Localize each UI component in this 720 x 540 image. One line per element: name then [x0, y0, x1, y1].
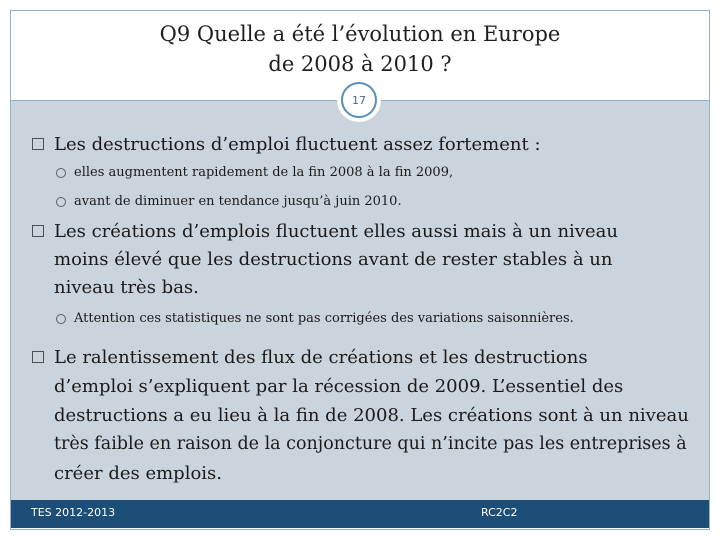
slide-number-badge: 17 — [341, 82, 377, 118]
bullet-2-line-3: niveau très bas. — [54, 277, 199, 298]
square-bullet-icon — [32, 351, 44, 363]
bullet-1-text: Les destructions d’emploi fluctuent assez fortement : — [54, 134, 541, 155]
bullet-3-line-3: destructions a eu lieu à la fin de 2008. Les créations sont à un niveau — [54, 405, 689, 426]
bullet-3-line-4: très faible en raison de la conjoncture qui n’incite pas les entreprises à — [54, 434, 687, 454]
square-bullet-icon — [32, 138, 44, 150]
footer-course-label: TES 2012-2013 — [31, 506, 116, 519]
circle-bullet-icon — [56, 314, 66, 324]
sub-bullet-1-1-text: elles augmentent rapidement de la fin 2008 à la fin 2009, — [74, 165, 454, 180]
footer-bar — [11, 500, 709, 528]
bullet-3-line-5: créer des emplois. — [54, 463, 223, 484]
sub-bullet-1-2-text: avant de diminuer en tendance jusqu’à juin 2010. — [74, 194, 402, 209]
title-line-1: Q9 Quelle a été l’évolution en Europe — [159, 22, 561, 46]
slide-title — [11, 19, 709, 79]
bullet-3-line-2: d’emploi s’expliquent par la récession de 2009. L’essentiel des — [54, 376, 624, 397]
circle-bullet-icon — [56, 197, 66, 207]
bullet-3-line-1: Le ralentissement des flux de créations et les destructions — [54, 347, 588, 368]
bullet-2-line-1: Les créations d’emplois fluctuent elles aussi mais à un niveau — [54, 221, 618, 242]
title-line-2: de 2008 à 2010 ? — [268, 52, 452, 76]
circle-bullet-icon — [56, 168, 66, 178]
square-bullet-icon — [32, 225, 44, 237]
bullet-2-line-2: moins élevé que les destructions avant de rester stables à un — [54, 249, 613, 270]
footer-chapter-label: RC2C2 — [481, 506, 518, 519]
sub-bullet-2-1-text: Attention ces statistiques ne sont pas corrigées des variations saisonnières. — [74, 311, 574, 326]
